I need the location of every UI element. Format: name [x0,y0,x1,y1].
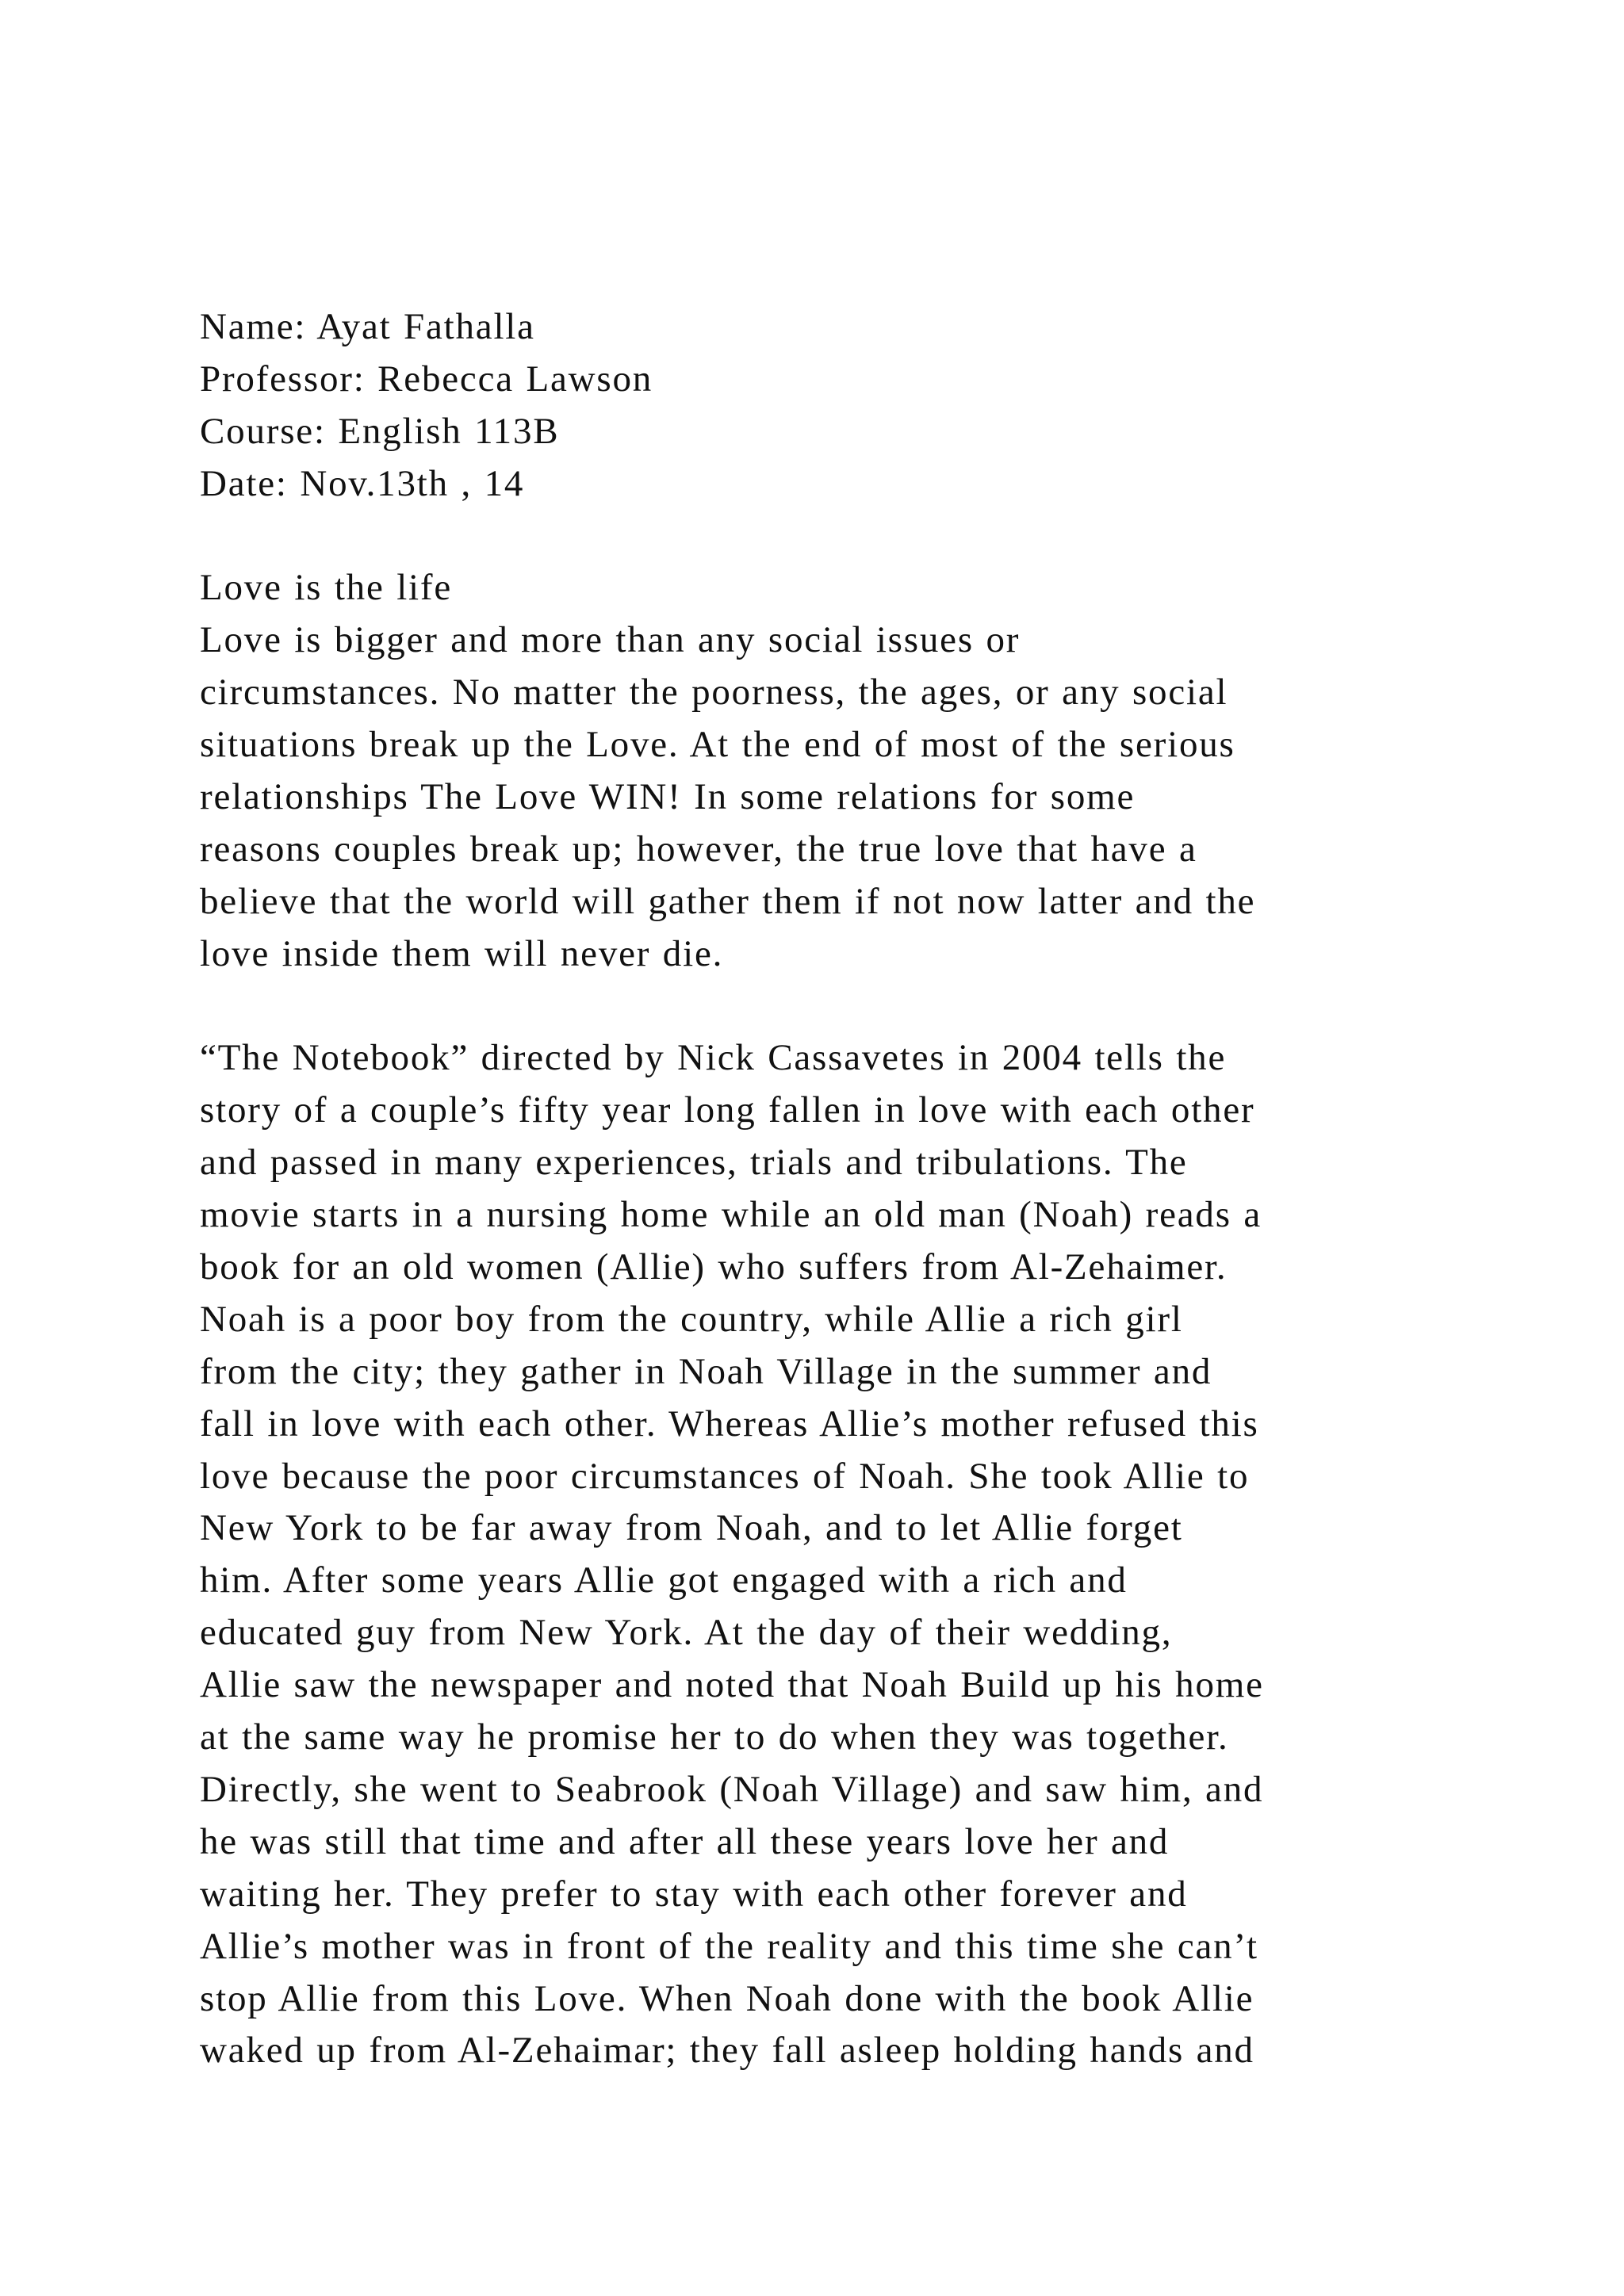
paragraph-line: Allie’s mother was in front of the reality and this time she can’t [200,1925,1258,1967]
paragraph-line: circumstances. No matter the poorness, the ages, or any social [200,672,1228,714]
spacer [200,981,1469,1033]
paragraph-line: believe that the world will gather them if not now latter and the [200,880,1256,922]
paragraph-line: he was still that time and after all these years love her and [200,1820,1170,1862]
paragraph-line: Noah is a poor boy from the country, while Allie a rich girl [200,1298,1183,1340]
paragraph-line: New York to be far away from Noah, and to let Allie forget [200,1507,1183,1549]
header-block [200,301,1469,511]
paragraph-line: and passed in many experiences, trials and tribulations. The [200,1142,1188,1184]
essay-title: Love is the life [200,567,453,609]
paragraph-1 [200,614,1469,980]
paragraph-line: Allie saw the newspaper and noted that Noah Build up his home [200,1664,1264,1706]
paragraph-line: relationships The Love WIN! In some relations for some [200,776,1136,818]
paragraph-line: reasons couples break up; however, the true love that have a [200,828,1197,870]
paragraph-line: movie starts in a nursing home while an old man (Noah) reads a [200,1194,1262,1236]
paragraph-line: Directly, she went to Seabrook (Noah Village) and saw him, and [200,1768,1264,1810]
paragraph-line: story of a couple’s fifty year long fallen in love with each other [200,1089,1255,1131]
paragraph-line: educated guy from New York. At the day of their wedding, [200,1612,1173,1654]
paragraph-line: book for an old women (Allie) who suffers from Al-Zehaimer. [200,1246,1228,1288]
paragraph-line: at the same way he promise her to do when they was together. [200,1716,1229,1758]
date-line: Date: Nov.13th , 14 [200,462,525,504]
paragraph-line: situations break up the Love. At the end of most of the serious [200,724,1235,766]
document-body [200,301,1469,2077]
paragraph-line: love because the poor circumstances of Noah. She took Allie to [200,1455,1250,1497]
paragraph-line: him. After some years Allie got engaged with a rich and [200,1559,1128,1601]
paragraph-line: love inside them will never die. [200,932,724,974]
paragraph-line: Love is bigger and more than any social issues or [200,619,1021,661]
paragraph-line: “The Notebook” directed by Nick Cassavetes in 2004 tells the [200,1037,1227,1079]
professor-line: Professor: Rebecca Lawson [200,358,653,400]
paragraph-line: waked up from Al-Zehaimar; they fall asleep holding hands and [200,2030,1254,2072]
spacer [200,511,1469,563]
paragraph-line: waiting her. They prefer to stay with each other forever and [200,1873,1188,1915]
paragraph-line: stop Allie from this Love. When Noah done with the book Allie [200,1977,1254,2019]
paragraph-line: from the city; they gather in Noah Village in the summer and [200,1350,1212,1392]
course-line: Course: English 113B [200,410,560,452]
paragraph-line: fall in love with each other. Whereas Allie’s mother refused this [200,1402,1259,1445]
paragraph-2 [200,1032,1469,2077]
name-line: Name: Ayat Fathalla [200,306,535,347]
